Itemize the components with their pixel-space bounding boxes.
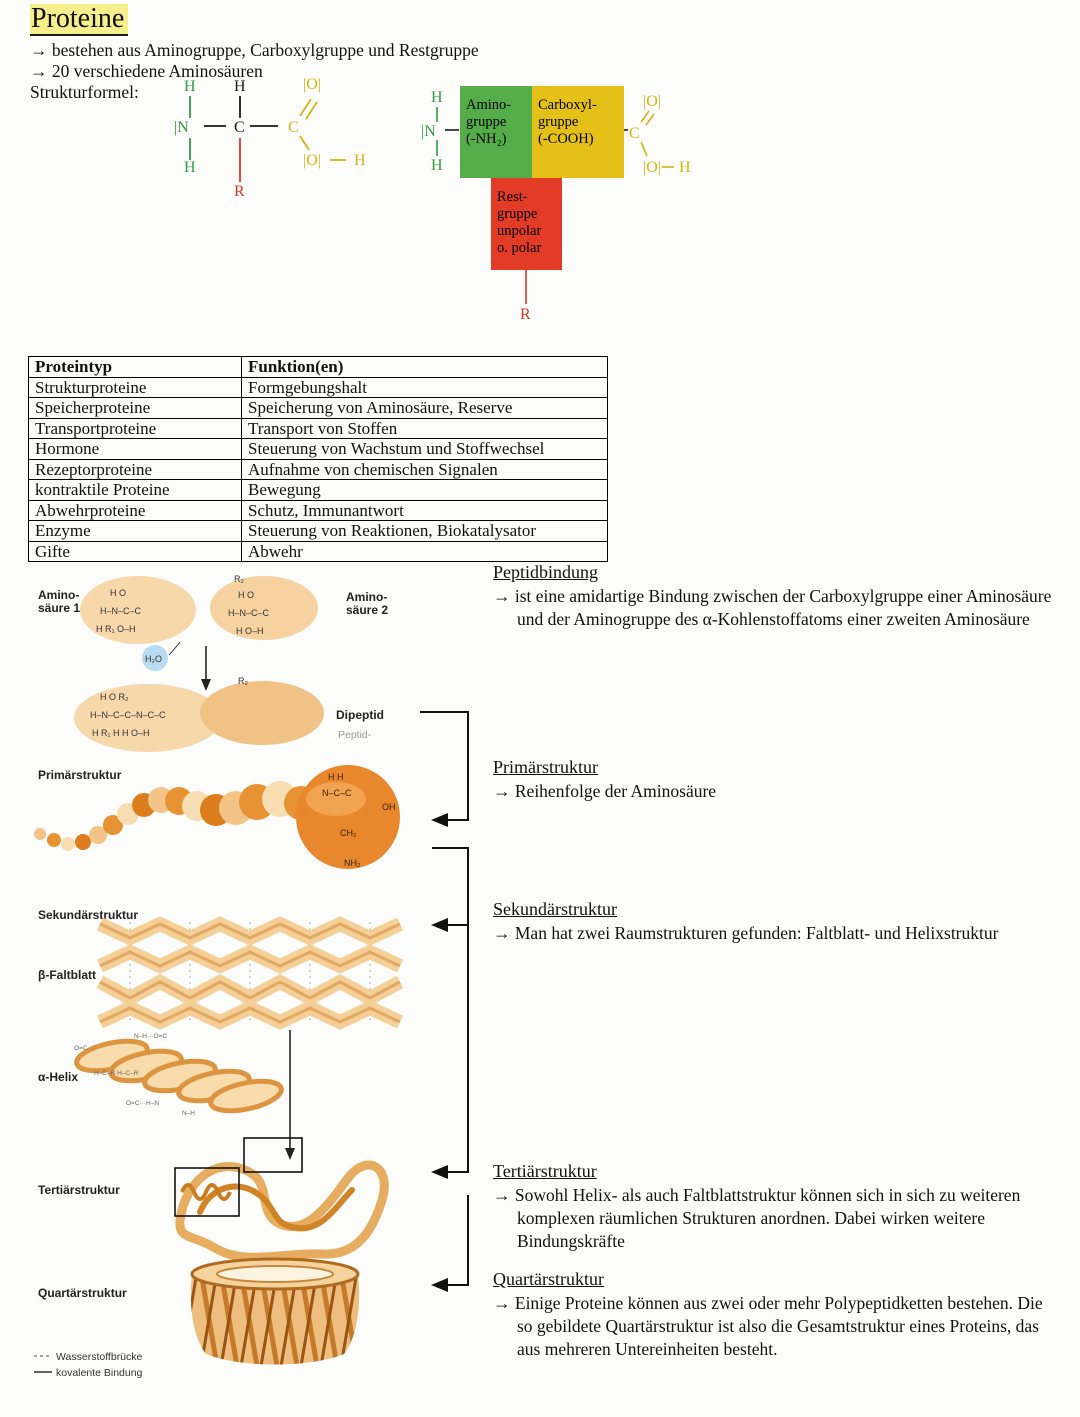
formula-text: N–H···O=C: [134, 1033, 168, 1040]
section-tertiaerstruktur: [493, 1160, 1055, 1253]
cell-proteintyp: Speicherproteine: [29, 398, 242, 419]
section-title: Peptidbindung: [493, 562, 599, 582]
cell-funktion: Speicherung von Aminosäure, Reserve: [242, 398, 608, 419]
aminoacid2-label: säure 2: [346, 603, 389, 617]
arrow-to-tertiary-head: [285, 1148, 295, 1160]
intro-bullet-1: → bestehen aus Aminogruppe, Carboxylgruppe und Restgruppe: [30, 40, 479, 60]
c-atom: C: [288, 119, 299, 136]
dipeptide-blob-right: [200, 681, 324, 745]
section-body: → Sowohl Helix- als auch Faltblattstruktur können sich in sich zu weiteren komplexen räumlichen Strukturen anordnen. Dabei wirken weitere Bindungskräfte: [493, 1185, 1021, 1251]
secondary-structure-figure: [38, 908, 400, 1160]
cell-proteintyp: Abwehrproteine: [29, 500, 242, 521]
protein-table: [28, 356, 608, 562]
c-atom: C: [234, 119, 245, 136]
cell-funktion: Formgebungshalt: [242, 377, 608, 398]
formula-text: H–N–C–C: [100, 606, 142, 616]
formula-text: NH₂: [344, 858, 361, 868]
formula-text: O=C: [74, 1045, 88, 1052]
connector-arrows: [415, 690, 485, 1310]
formula-text: H R₁ H H O–H: [92, 728, 150, 738]
c-atom: C: [629, 125, 640, 142]
amino-label: (-NH₂): [466, 131, 507, 147]
h-atom: H: [184, 78, 196, 95]
section-title: Tertiärstruktur: [493, 1161, 597, 1181]
legend-kovalente-bindung: kovalente Bindung: [56, 1367, 143, 1379]
aminoacid1-label: Amino-: [38, 588, 80, 602]
section-quartaerstruktur: [493, 1268, 1055, 1361]
section-peptidbindung: [493, 561, 1055, 631]
bead-chain: [34, 781, 318, 851]
cell-proteintyp: Transportproteine: [29, 418, 242, 439]
formula-text: H–N–C–C: [228, 608, 270, 618]
section-sekundaerstruktur: [493, 898, 1055, 945]
primary-structure-figure: [34, 765, 400, 869]
rest-label: gruppe: [497, 206, 538, 222]
amino-label: Amino-: [466, 97, 512, 113]
rest-label: Rest-: [497, 189, 528, 205]
dipeptide-label: Dipeptid: [336, 708, 384, 722]
water-arrow: [169, 642, 180, 655]
section-title: Primärstruktur: [493, 757, 598, 777]
cell-proteintyp: Gifte: [29, 541, 242, 562]
cell-funktion: Transport von Stoffen: [242, 418, 608, 439]
intro-bullet-2: → 20 verschiedene Aminosäuren: [30, 61, 263, 81]
cell-funktion: Steuerung von Wachstum und Stoffwechsel: [242, 439, 608, 460]
table-row: [29, 521, 608, 542]
water-label: H₂O: [145, 654, 162, 664]
formula-text: H O–H: [236, 626, 264, 636]
section-body: → Reihenfolge der Aminosäure: [493, 781, 717, 801]
aminoacid1-label: säure 1: [38, 601, 81, 615]
h-atom: H: [431, 157, 443, 174]
formula-label: Strukturformel:: [30, 82, 139, 102]
formula-text: O=C···H–N: [126, 1100, 160, 1107]
section-body: → Einige Proteine können aus zwei oder mehr Polypeptidketten bestehen. Die so gebildete Quartärstruktur ist also die Gesamtstruktur eines Proteins, das aus mehreren Untereinheiten besteht.: [493, 1293, 1043, 1359]
formula-bonds: [190, 96, 346, 182]
peptide-formation-figure: [38, 574, 388, 752]
legend-wasserstoffbruecke: Wasserstoffbrücke: [56, 1351, 143, 1363]
o-atom: |O|: [643, 93, 661, 110]
group-block-diagram: [415, 78, 715, 333]
h-atom: H: [184, 159, 196, 176]
r-group: R: [520, 306, 531, 323]
carboxyl-label: Carboxyl-: [538, 97, 597, 113]
section-body: → Man hat zwei Raumstrukturen gefunden: Faltblatt- und Helixstruktur: [493, 923, 999, 943]
formula-text: H–C–R H–C–R: [94, 1070, 139, 1077]
section-body: → ist eine amidartige Bindung zwischen der Carboxylgruppe einer Aminosäure und der Aminogruppe des α-Kohlenstoffatoms einer zweiten Aminosäure: [493, 586, 1052, 629]
structural-formula: [150, 64, 420, 224]
o-atom: |O|: [303, 152, 321, 169]
formula-text: H O: [238, 590, 255, 600]
formula-text: N–C–C: [322, 788, 352, 798]
n-atom: |N: [174, 119, 189, 136]
connector-lines: [420, 712, 468, 1285]
o-atom: |O|: [303, 76, 321, 93]
tertiary-structure-figure: [38, 1138, 384, 1257]
formula-text: CH₂: [340, 828, 357, 838]
carboxyl-label: (-COOH): [538, 131, 594, 147]
page-title: Proteine: [30, 4, 128, 36]
barrel-opening: [217, 1266, 333, 1282]
table-row: [29, 500, 608, 521]
table-row: [29, 398, 608, 419]
cell-funktion: Steuerung von Reaktionen, Biokatalysator: [242, 521, 608, 542]
table-row: [29, 480, 608, 501]
formula-text: H O: [110, 588, 127, 598]
alpha-helix-figure: [38, 1033, 284, 1117]
table-header-row: [29, 357, 608, 378]
cell-proteintyp: Rezeptorproteine: [29, 459, 242, 480]
cell-funktion: Bewegung: [242, 480, 608, 501]
figure-label-helix: α-Helix: [38, 1070, 79, 1084]
table-row: [29, 459, 608, 480]
o-atom: |O|: [643, 159, 661, 176]
rest-label: o. polar: [497, 240, 542, 256]
formula-text: H H: [328, 772, 344, 782]
figure-label-primaerstruktur: Primärstruktur: [38, 768, 122, 782]
peptide-label: Peptid-: [338, 729, 372, 741]
table-row: [29, 439, 608, 460]
h-atom: H: [431, 89, 443, 106]
amino-label: gruppe: [466, 114, 507, 130]
figure-legend: [34, 1351, 143, 1379]
r-group: R: [234, 183, 245, 200]
col-header-proteintyp: Proteintyp: [29, 357, 242, 378]
formula-atoms: [174, 76, 366, 200]
cell-funktion: Schutz, Immunantwort: [242, 500, 608, 521]
connector-arrowheads: [431, 813, 448, 1292]
cell-proteintyp: Strukturproteine: [29, 377, 242, 398]
n-atom: |N: [421, 123, 436, 140]
section-primaerstruktur: [493, 756, 1055, 803]
table-row: [29, 377, 608, 398]
carboxyl-label: gruppe: [538, 114, 579, 130]
col-header-funktion: Funktion(en): [242, 357, 608, 378]
formula-text: R₂: [234, 574, 244, 584]
rest-label: unpolar: [497, 223, 542, 239]
sheet-highlight-box: [244, 1138, 302, 1172]
formula-text: H R₁ O–H: [96, 624, 136, 634]
formula-text: N–H: [182, 1110, 196, 1117]
table-row: [29, 541, 608, 562]
figure-label-quartaerstruktur: Quartärstruktur: [38, 1286, 127, 1300]
pleated-sheet-strands: [100, 924, 400, 1022]
reaction-arrowhead: [201, 679, 211, 691]
cell-proteintyp: Hormone: [29, 439, 242, 460]
figure-label-faltblatt: β-Faltblatt: [38, 968, 96, 982]
formula-text: OH: [382, 802, 396, 812]
cell-proteintyp: Enzyme: [29, 521, 242, 542]
formula-text: H–N–C–C–N–C–C: [90, 710, 166, 720]
cell-proteintyp: kontraktile Proteine: [29, 480, 242, 501]
cell-funktion: Aufnahme von chemischen Signalen: [242, 459, 608, 480]
formula-text: R₂: [238, 676, 248, 686]
h-atom: H: [679, 159, 691, 176]
aminoacid2-label: Amino-: [346, 590, 388, 604]
table-row: [29, 418, 608, 439]
section-title: Quartärstruktur: [493, 1269, 604, 1289]
large-residue-sphere: [296, 765, 400, 869]
figure-label-tertiaerstruktur: Tertiärstruktur: [38, 1183, 120, 1197]
cell-funktion: Abwehr: [242, 541, 608, 562]
folded-ribbon: [180, 1165, 385, 1257]
section-title: Sekundärstruktur: [493, 899, 617, 919]
formula-text: H O R₂: [100, 692, 129, 702]
h-atom: H: [234, 78, 246, 95]
figure-label-sekundaerstruktur: Sekundärstruktur: [38, 908, 139, 922]
h-atom: H: [354, 152, 366, 169]
